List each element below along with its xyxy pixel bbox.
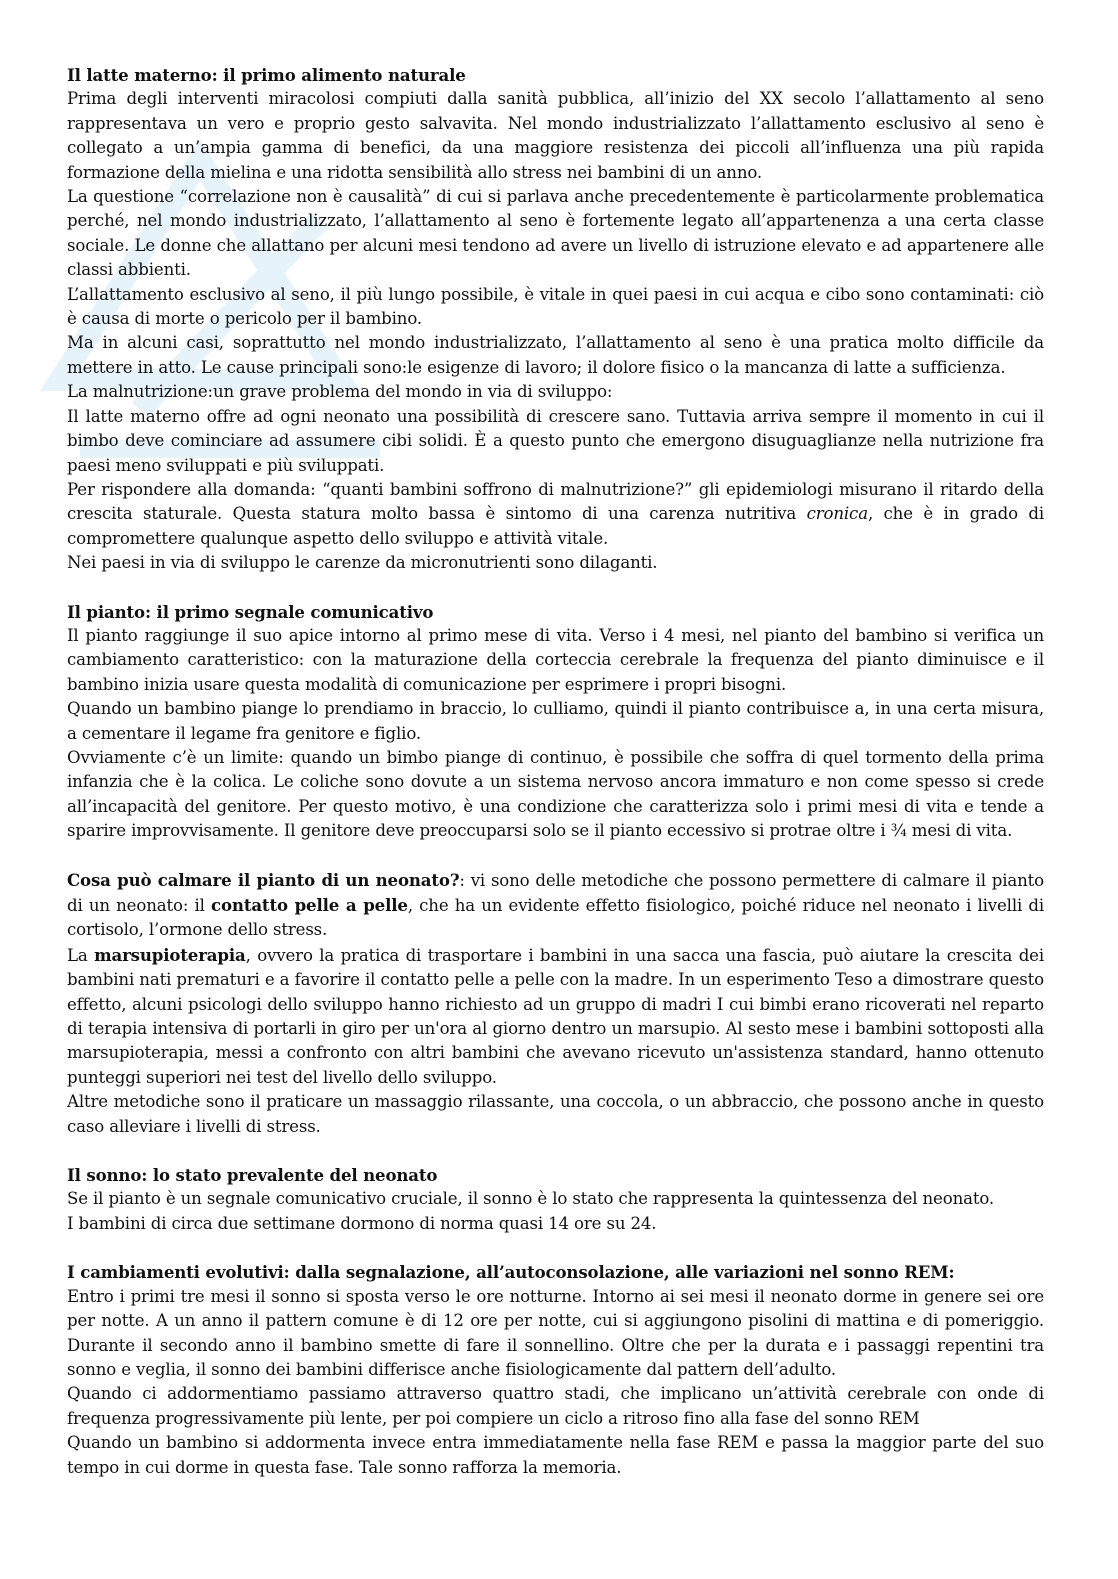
paragraph: Ovviamente c’è un limite: quando un bimbo piange di continuo, è possibile che soffra di quel tormento della prima infanzia che è la colica. Le coliche sono dovute a un sistema nervoso ancora immaturo e non come spesso si crede all’incapacità del genitore. Per questo motivo, è una condizione che caratterizza solo i primi mesi di vita e tende a sparire improvvisamente. Il genitore deve preoccuparsi solo se il pianto eccessivo si protrae oltre i ¾ mesi di vita. (67, 747, 1044, 841)
paragraph: I bambini di circa due settimane dormono di norma quasi 14 ore su 24. (67, 1213, 657, 1233)
paragraph: Nei paesi in via di sviluppo le carenze da micronutrienti sono dilaganti. (67, 553, 658, 573)
heading-latte: Il latte materno: il primo alimento naturale (67, 65, 466, 85)
heading-sonno: Il sonno: lo stato prevalente del neonato (67, 1165, 438, 1186)
text: La (67, 945, 95, 965)
document-page (67, 63, 1044, 1480)
text: : vi sono delle metodiche che possono permettere di calmare il pianto di un neonato: il (67, 870, 1044, 915)
text: Per rispondere alla domanda: “quanti bambini soffrono di malnutrizione?” gli epidemiologi misurano il ritardo della crescita staturale. Questa statura molto bassa è sintomo di una carenza nutritiva (67, 479, 1044, 524)
spacer (67, 1236, 1044, 1260)
paragraph: Quando ci addormentiamo passiamo attraverso quattro stadi, che implicano un’attività cerebrale con onde di frequenza progressivamente più lente, per poi compiere un ciclo a ritroso fino alla fase del sonno REM (67, 1384, 1044, 1428)
paragraph (67, 478, 1044, 551)
paragraph (67, 868, 1044, 943)
paragraph: Il pianto raggiunge il suo apice intorno al primo mese di vita. Verso i 4 mesi, nel pianto del bambino si verifica un cambiamento caratteristico: con la maturazione della corteccia cerebrale la frequenza del pianto diminuisce e il bambino inizia usare questa modalità di comunicazione per esprimere i propri bisogni. (67, 625, 1044, 694)
heading-pianto: Il pianto: il primo segnale comunicativo (67, 601, 434, 622)
spacer (67, 1139, 1044, 1163)
text: , che è in grado di compromettere qualunque aspetto dello sviluppo e attività vitale. (67, 504, 1044, 548)
paragraph: Entro i primi tre mesi il sonno si sposta verso le ore notturne. Intorno ai sei mesi il neonato dorme in genere sei ore per notte. A un anno il pattern comune è di 12 ore per notte, cui si aggiungono pisolini di mattina e di pomeriggio. Durante il secondo anno il bambino smette di fare il sonnellino. Oltre che per la durata e i passaggi repentini tra sonno e veglia, il sonno dei bambini differisce anche fisiologicamente dal pattern dell’adulto. (67, 1286, 1044, 1379)
paragraph: Se il pianto è un segnale comunicativo cruciale, il sonno è lo stato che rappresenta la quintessenza del neonato. (67, 1189, 995, 1209)
spacer (67, 844, 1044, 868)
paragraph: L’allattamento esclusivo al seno, il più lungo possibile, è vitale in quei paesi in cui acqua e cibo sono contaminati: ciò è causa di morte o pericolo per il bambino. (67, 284, 1044, 329)
bold-term: contatto pelle a pelle (211, 895, 408, 915)
text: , ovvero la pratica di trasportare i bambini in una sacca una fascia, può aiutare la crescita dei bambini nati prematuri e a favorire il contatto pelle a pelle con la madre. In un esperimento Teso a dimostrare questo effetto, alcuni psicologi dello sviluppo hanno richiesto ad un gruppo di madri I cui bimbi erano ricoverati nel reparto di terapia intensiva di portarli in giro per un'ora al giorno dentro un marsupio. Al sesto mese i bambini sottoposti alla marsupioterapia, messi a confronto con altri bambini che avevano ricevuto un'assistenza standard, hanno ottenuto punteggi superiori nei test del livello dello sviluppo. (67, 945, 1044, 1087)
italic-term: cronica (806, 504, 868, 524)
paragraph: La malnutrizione:un grave problema del mondo in via di sviluppo: (67, 382, 613, 402)
paragraph: La questione “correlazione non è causalità” di cui si parlava anche precedentemente è particolarmente problematica perché, nel mondo industrializzato, l’allattamento al seno è fortemente legato all’appartenenza a una certa classe sociale. Le donne che allattano per alcuni mesi tendono ad avere un livello di istruzione elevato e ad appartenere alle classi abbienti. (67, 187, 1044, 280)
paragraph: Quando un bambino si addormenta invece entra immediatamente nella fase REM e passa la maggior parte del suo tempo in cui dorme in questa fase. Tale sonno rafforza la memoria. (67, 1433, 1044, 1477)
paragraph: Quando un bambino piange lo prendiamo in braccio, lo culliamo, quindi il pianto contribuisce a, in una certa misura, a cementare il legame fra genitore e figlio. (67, 699, 1044, 743)
paragraph: Altre metodiche sono il praticare un massaggio rilassante, una coccola, o un abbraccio, che possono anche in questo caso alleviare i livelli di stress. (67, 1092, 1044, 1136)
paragraph: Prima degli interventi miracolosi compiuti dalla sanità pubblica, all’inizio del XX secolo l’allattamento al seno rappresentava un vero e proprio gesto salvavita. Nel mondo industrializzato l’allattamento esclusivo al seno è collegato a un’ampia gamma di benefici, da una maggiore resistenza dei piccoli all’influenza una più rapida formazione della mielina e una ridotta sensibilità allo stress nei bambini di un anno. (67, 89, 1044, 182)
spacer (67, 576, 1044, 600)
heading-calmare: Cosa può calmare il pianto di un neonato? (67, 869, 460, 890)
paragraph: Ma in alcuni casi, soprattutto nel mondo industrializzato, l’allattamento al seno è una pratica molto difficile da mettere in atto. Le cause principali sono:le esigenze di lavoro; il dolore fisico o la mancanza di latte a sufficienza. (67, 333, 1044, 377)
paragraph: Il latte materno offre ad ogni neonato una possibilità di crescere sano. Tuttavia arriva sempre il momento in cui il bimbo deve cominciare ad assumere cibi solidi. È a questo punto che emergono disuguaglianze nella nutrizione fra paesi meno sviluppati e più sviluppati. (67, 406, 1044, 475)
heading-cambiamenti: I cambiamenti evolutivi: dalla segnalazione, all’autoconsolazione, alle variazioni nel sonno REM: (67, 1262, 955, 1283)
paragraph (67, 943, 1044, 1090)
text: , che ha un evidente effetto fisiologico, poiché riduce nel neonato i livelli di cortisolo, l’ormone dello stress. (67, 896, 1044, 940)
bold-term: marsupioterapia (94, 944, 246, 965)
